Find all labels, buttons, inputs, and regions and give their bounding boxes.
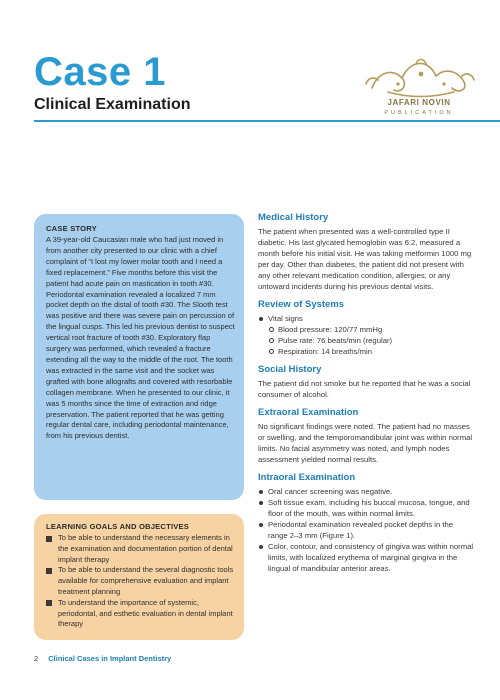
logo-name: JAFARI NOVIN — [387, 98, 451, 107]
case-title: Case 1 — [34, 50, 166, 94]
list-item — [258, 486, 474, 497]
medical-history-heading: Medical History — [258, 212, 329, 223]
review-of-systems-list — [258, 313, 474, 324]
case-story-box — [34, 214, 244, 500]
list-item — [46, 533, 236, 565]
vital-signs-list — [258, 324, 474, 357]
intraoral-item-text: Soft tissue exam, including his buccal mucosa, tongue, and floor of the mouth, was within normal limits. — [268, 498, 470, 518]
right-column — [258, 212, 474, 581]
intraoral-list — [258, 486, 474, 574]
vital-sign-text: Blood pressure: 120/77 mmHg — [278, 325, 383, 334]
ring-bullet-icon — [269, 327, 274, 332]
intraoral-section — [258, 472, 474, 574]
vital-sign-text: Pulse rate: 76 beats/min (regular) — [278, 336, 393, 345]
intraoral-item-text: Periodontal examination revealed pocket depths in the range 2–3 mm (Figure 1). — [268, 520, 454, 540]
medical-history-section — [258, 212, 474, 292]
learning-goals-box — [34, 514, 244, 640]
square-bullet-icon — [46, 568, 52, 574]
review-of-systems-heading: Review of Systems — [258, 299, 345, 310]
case-story-text: A 39-year-old Caucasian male who had just moved in from another city presented to our clinic with a chief complaint of “I lost my lower molar tooth and I need a fixed replacement.” Five months before this visit the patient had acute pain on mastication in tooth #30. Periodontal examination revealed a localized 7 mm pocket depth on the distal of tooth #30. The Slooth test was positive and there was severe pain on percussion of the lingual cusps. This led his previous dentist to suspect vertical root fracture of tooth #30. Exploratory flap surgery was performed, which revealed a fracture extending all the way to the middle of the root. The tooth was extracted in the same visit and the socket was grafted with bone allografts and covered with resorbable collagen membrane. When he presented to our clinic, it was 5 months since the time of extraction and ridge preservation. The patient reported that he was getting regular dental care, including periodontal maintenance, from his previous dentist. — [46, 235, 235, 441]
publisher-logo — [358, 54, 480, 126]
bullet-icon — [259, 490, 263, 494]
logo-publication: PUBLICATION — [384, 110, 454, 116]
bullet-icon — [259, 523, 263, 527]
square-bullet-icon — [46, 600, 52, 606]
bullet-icon — [259, 317, 263, 321]
list-item — [258, 497, 474, 519]
list-item — [268, 346, 474, 357]
social-history-heading: Social History — [258, 364, 322, 375]
vital-sign-text: Respiration: 14 breaths/min — [278, 347, 373, 356]
learning-goals-list — [46, 533, 236, 630]
goal-text: To be able to understand the several diagnostic tools available for comprehensive evaluation and implant treatment planning — [58, 565, 234, 596]
book-title: Clinical Cases in Implant Dentistry — [48, 654, 172, 663]
learning-goals-heading: LEARNING GOALS AND OBJECTIVES — [46, 522, 190, 531]
extraoral-section — [258, 407, 474, 465]
intraoral-item-text: Oral cancer screening was negative. — [268, 487, 393, 496]
list-item — [258, 541, 474, 574]
case-story-heading: CASE STORY — [46, 224, 97, 233]
extraoral-heading: Extraoral Examination — [258, 407, 359, 418]
list-item — [46, 565, 236, 597]
extraoral-text: No significant findings were noted. The patient had no masses or swelling, and the temporomandibular joint was within normal limits. No facial asymmetry was noted, and lymph nodes assessment yielded normal results. — [258, 422, 473, 464]
page-footer — [34, 654, 171, 663]
list-item — [46, 598, 236, 630]
list-item — [258, 519, 474, 541]
ring-bullet-icon — [269, 338, 274, 343]
page-number: 2 — [34, 654, 39, 663]
medical-history-text: The patient when presented was a well-controlled type II diabetic. His last glycated hemoglobin was 6.2, measured a month before his initial visit. He was taking metformin 1000 mg per day. Other than diabetes, the patient did not present with any other relevant medication condition, allergies, or any untoward incidents during his previous dental visits. — [258, 227, 472, 291]
bullet-icon — [259, 501, 263, 505]
crown-ornament-icon — [358, 54, 480, 100]
list-item — [268, 335, 474, 346]
bullet-icon — [259, 545, 263, 549]
list-item — [268, 324, 474, 335]
intraoral-item-text: Color, contour, and consistency of gingiva was within normal limits, with localized erythema of marginal gingiva in the lingual of mandibular anterior areas. — [268, 542, 474, 573]
square-bullet-icon — [46, 536, 52, 542]
ring-bullet-icon — [269, 349, 274, 354]
list-item — [258, 313, 474, 324]
vital-signs-label: Vital signs — [268, 314, 303, 323]
review-of-systems-section — [258, 299, 474, 357]
section-title: Clinical Examination — [34, 96, 191, 113]
goal-text: To be able to understand the necessary elements in the examination and documentation portion of dental implant therapy — [58, 533, 233, 564]
goal-text: To understand the importance of systemic, periodontal, and esthetic evaluation in dental implant therapy — [58, 597, 233, 629]
social-history-text: The patient did not smoke but he reported that he was a social consumer of alcohol. — [258, 379, 471, 399]
intraoral-heading: Intraoral Examination — [258, 472, 356, 483]
social-history-section — [258, 364, 474, 400]
